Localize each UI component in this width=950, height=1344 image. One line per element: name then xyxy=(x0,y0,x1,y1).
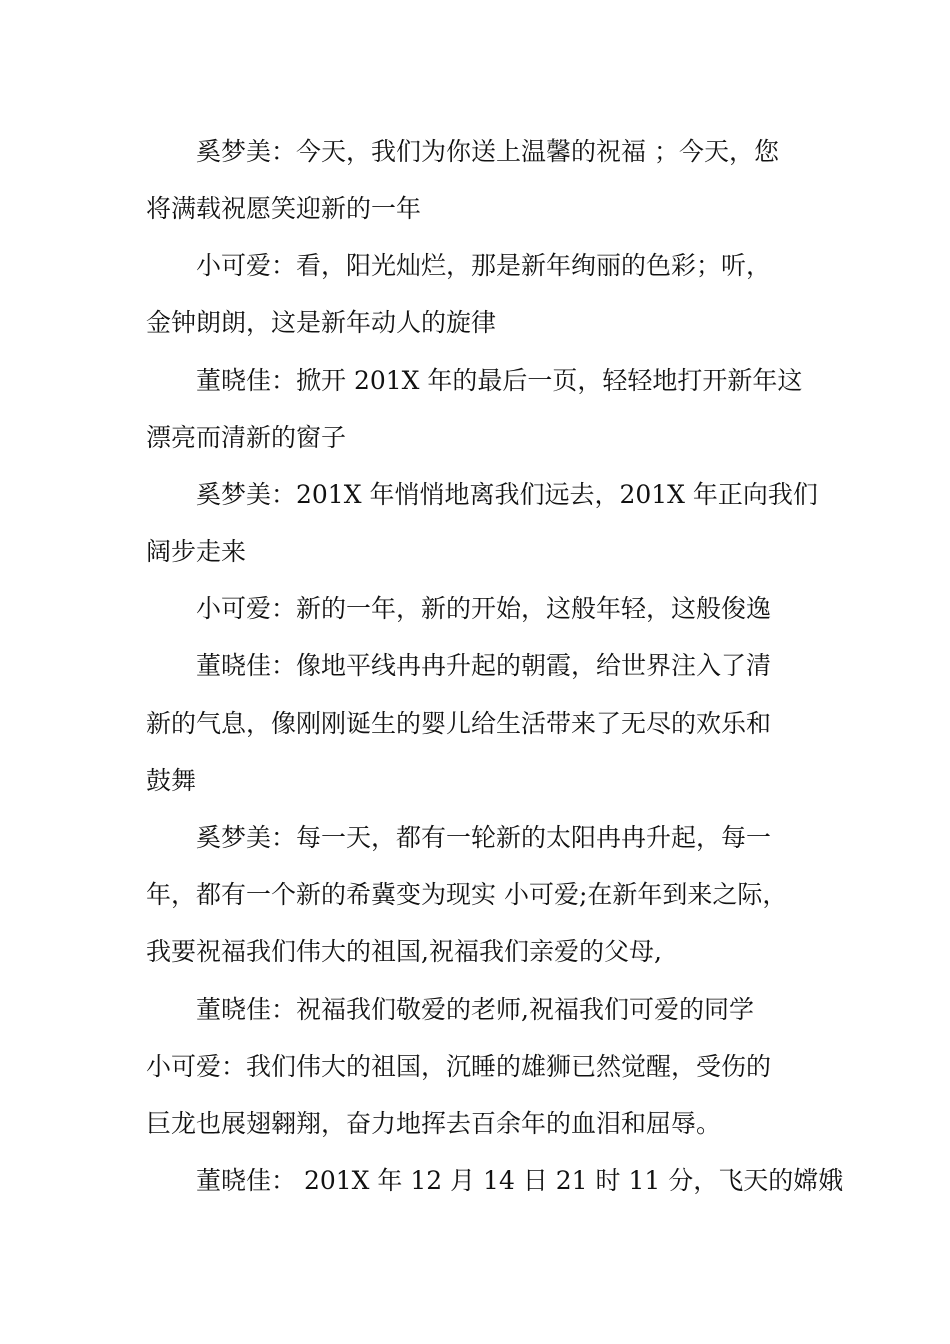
text-line: 奚梦美：每一天，都有一轮新的太阳冉冉升起，每一 xyxy=(196,823,772,852)
text-line: 金钟朗朗，这是新年动人的旋律 xyxy=(146,308,497,337)
text-line: 巨龙也展翅翱翔，奋力地挥去百余年的血泪和屈辱。 xyxy=(146,1109,722,1138)
text-line: 阔步走来 xyxy=(146,537,247,566)
text-line: 奚梦美：201X 年悄悄地离我们远去，201X 年正向我们 xyxy=(196,480,818,509)
text-line: 漂亮而清新的窗子 xyxy=(146,423,347,452)
text-line: 奚梦美：今天，我们为你送上温馨的祝福 ；今天，您 xyxy=(196,137,779,166)
text-line: 小可爱：我们伟大的祖国，沉睡的雄狮已然觉醒，受伤的 xyxy=(146,1052,772,1081)
text-line: 鼓舞 xyxy=(146,766,197,795)
text-line: 董晓佳： 201X 年 12 月 14 日 21 时 11 分，飞天的嫦娥 xyxy=(196,1166,844,1195)
text-line: 小可爱：新的一年，新的开始，这般年轻，这般俊逸 xyxy=(196,594,772,623)
text-line: 董晓佳：像地平线冉冉升起的朝霞，给世界注入了清 xyxy=(196,651,772,680)
text-line: 董晓佳：掀开 201X 年的最后一页，轻轻地打开新年这 xyxy=(196,366,803,395)
text-line: 年，都有一个新的希冀变为现实 小可爱;在新年到来之际， xyxy=(146,880,788,909)
text-line: 我要祝福我们伟大的祖国,祝福我们亲爱的父母, xyxy=(146,937,662,966)
text-line: 新的气息，像刚刚诞生的婴儿给生活带来了无尽的欢乐和 xyxy=(146,709,772,738)
text-line: 将满载祝愿笑迎新的一年 xyxy=(146,194,422,223)
text-line: 董晓佳：祝福我们敬爱的老师,祝福我们可爱的同学 xyxy=(196,995,754,1024)
text-line: 小可爱：看，阳光灿烂，那是新年绚丽的色彩；听， xyxy=(196,251,772,280)
